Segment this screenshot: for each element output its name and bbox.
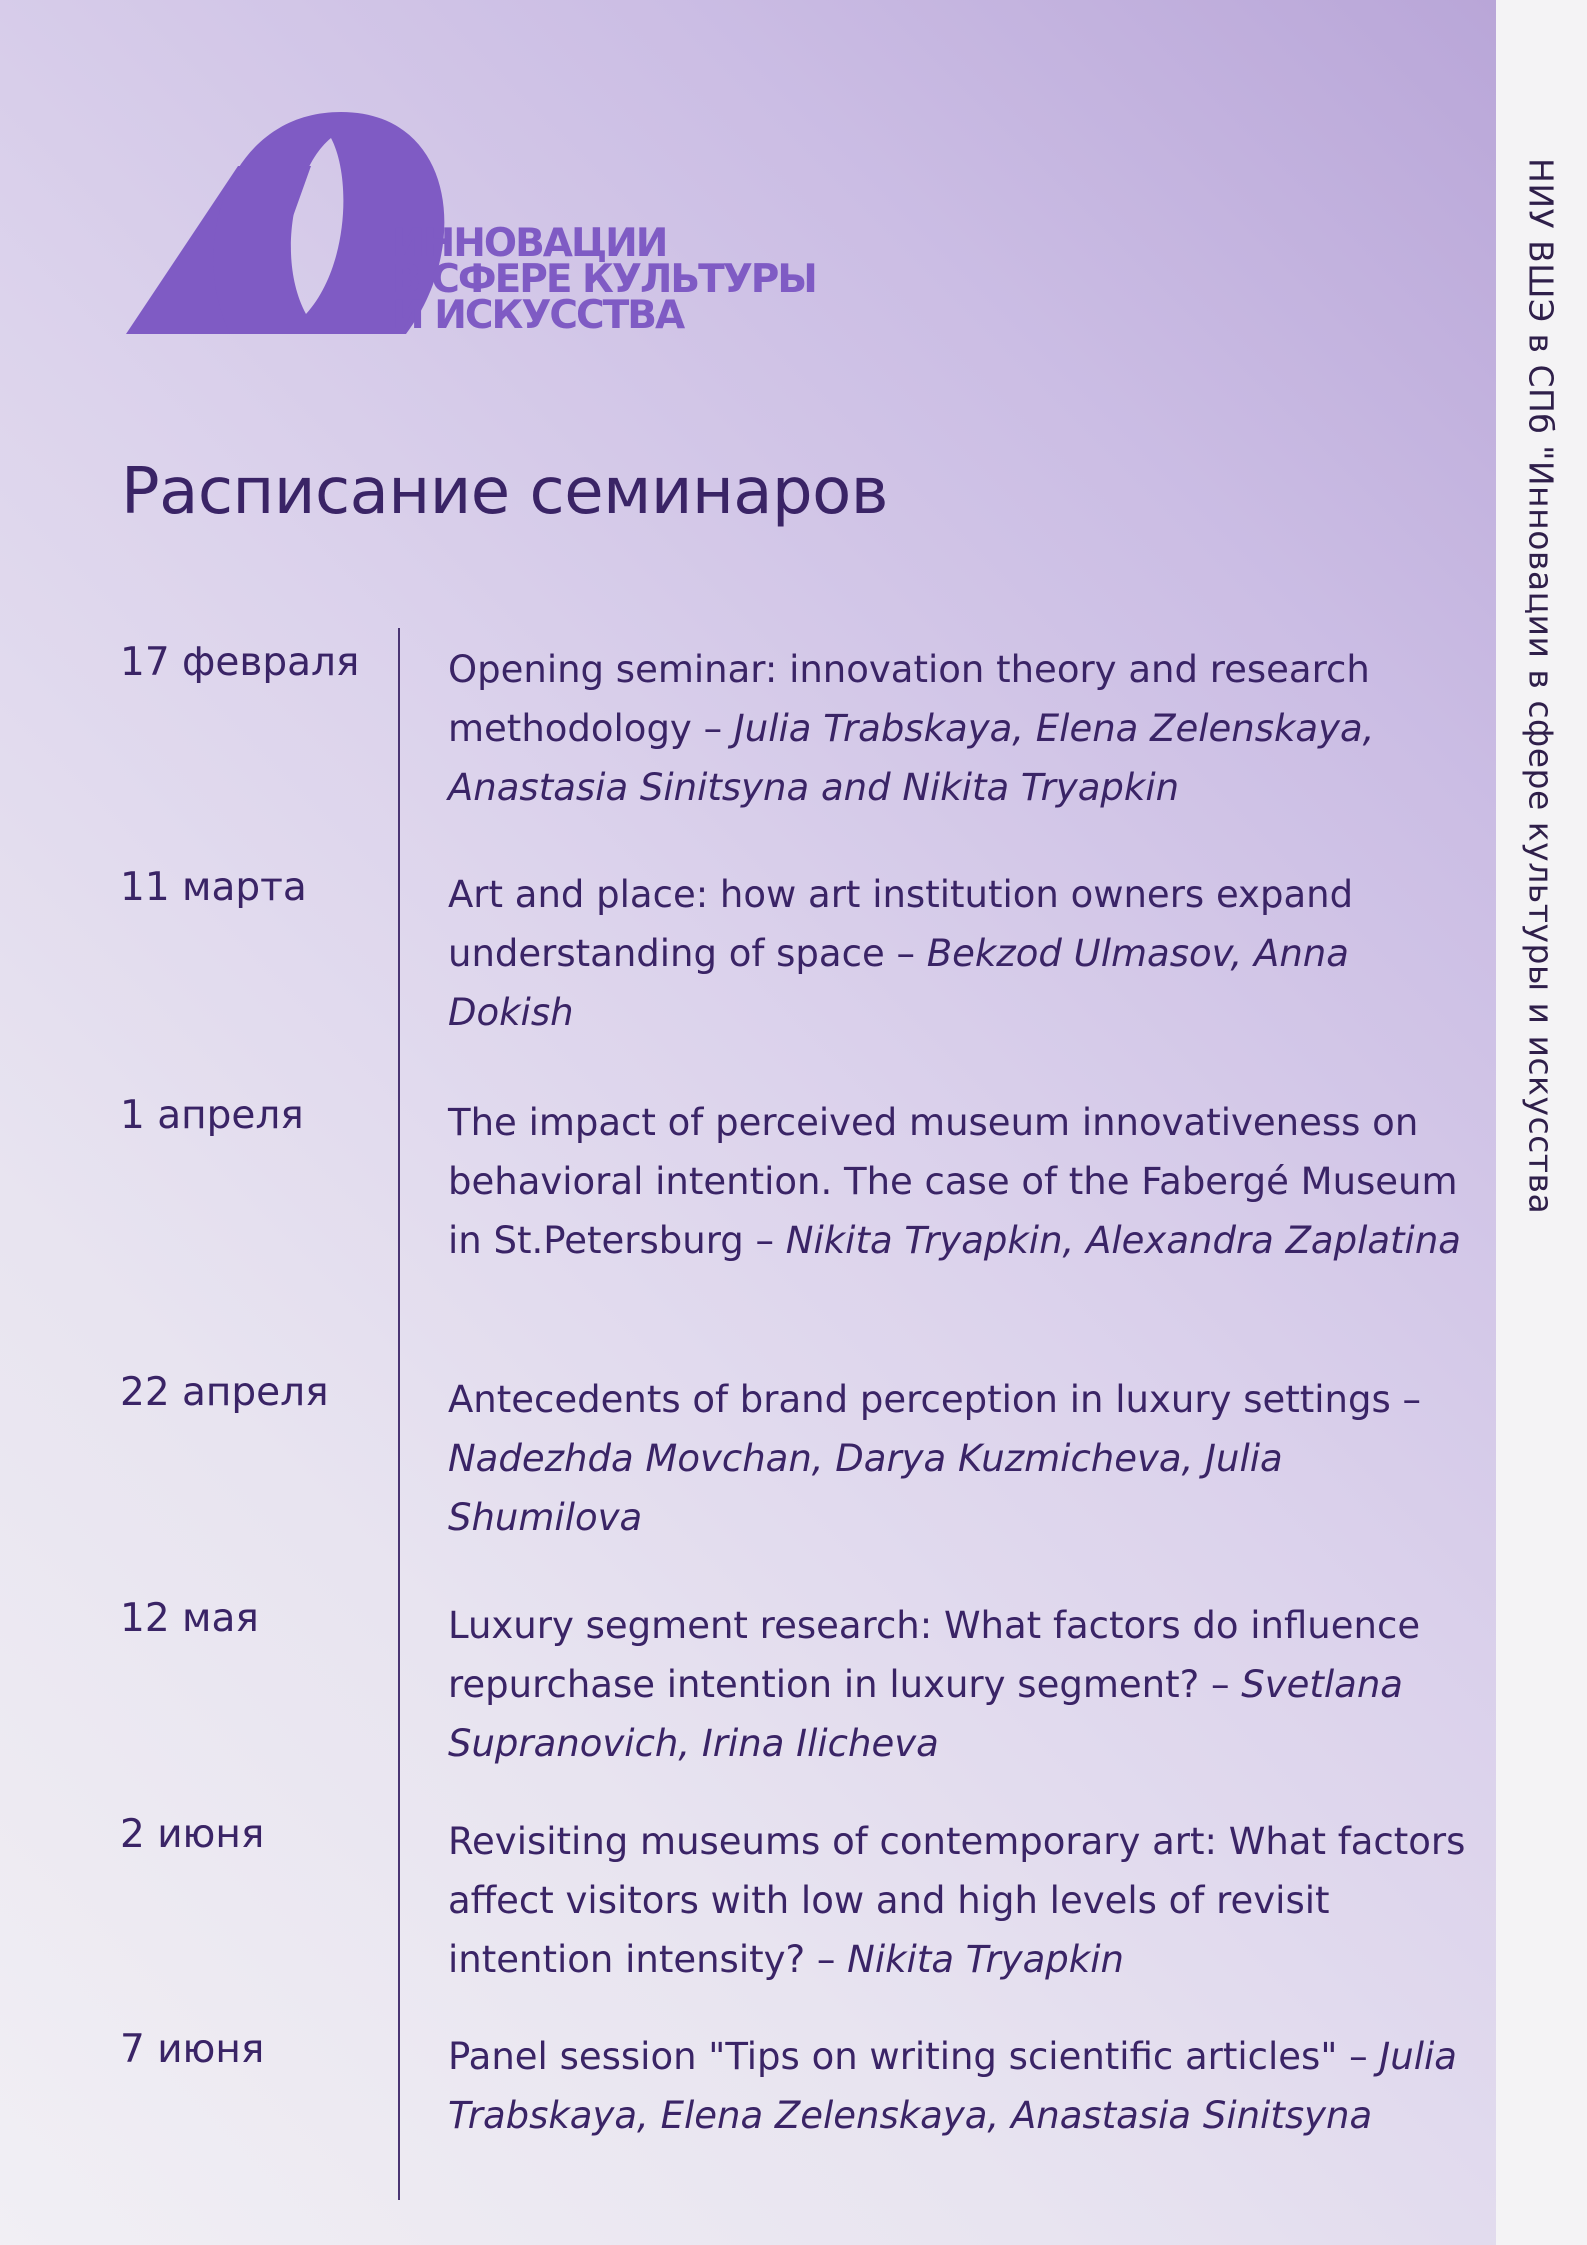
entry-authors: Nikita Tryapkin, Alexandra Zaplatina [785,1219,1461,1262]
timeline-divider [398,628,400,2200]
entry-topic: Revisiting museums of contemporary art: What factors affect visitors with low and high levels of revisit intention intensity? – [448,1820,1466,1981]
logo-line-3: И ИСКУССТВА [392,293,684,338]
entry-authors: Svetlana Supranovich, Irina Ilicheva [448,1663,1403,1765]
page-title: Расписание семинаров [121,455,888,529]
entry-date: 12 мая [120,1596,259,1641]
entry-date: 17 февраля [120,640,360,685]
logo-line-2: В СФЕРЕ КУЛЬТУРЫ [392,257,816,302]
entry-topic: The impact of perceived museum innovativeness on behavioral intention. The case of the Fabergé Museum in St.Petersburg – [448,1101,1458,1262]
entry-authors: Nikita Tryapkin [847,1938,1124,1981]
entry-authors: Julia Trabskaya, Elena Zelenskaya, Anastasia Sinitsyna and Nikita Tryapkin [448,707,1375,809]
side-label: НИУ ВШЭ в СПб "Инновации в сфере культуры и искусства [1521,158,1561,1215]
entry-date: 1 апреля [120,1093,304,1138]
entry-description [448,1596,1478,1773]
entry-date: 22 апреля [120,1370,329,1415]
entry-date: 2 июня [120,1812,265,1857]
logo-line-1: ИННОВАЦИИ [392,221,667,266]
entry-topic: Antecedents of brand perception in luxury settings – [448,1378,1422,1421]
entry-description [448,1812,1478,1989]
entry-authors: Bekzod Ulmasov, Anna Dokish [448,932,1349,1034]
entry-description [448,865,1478,1042]
entry-description [448,1370,1478,1547]
entry-topic: Opening seminar: innovation theory and research methodology – [448,648,1370,750]
entry-description [448,640,1478,817]
entry-description [448,2027,1478,2145]
entry-topic: Luxury segment research: What factors do influence repurchase intention in luxury segment? – [448,1604,1421,1706]
entry-authors: Julia Trabskaya, Elena Zelenskaya, Anastasia Sinitsyna [448,2035,1457,2137]
entry-date: 11 марта [120,865,307,910]
entry-description [448,1093,1478,1270]
entry-date: 7 июня [120,2027,265,2072]
entry-topic: Art and place: how art institution owners expand understanding of space – [448,873,1354,975]
entry-topic: Panel session "Tips on writing scientific articles" – [448,2035,1380,2078]
entry-authors: Nadezhda Movchan, Darya Kuzmicheva, Julia Shumilova [448,1437,1283,1539]
logo-wordmark [392,221,816,338]
